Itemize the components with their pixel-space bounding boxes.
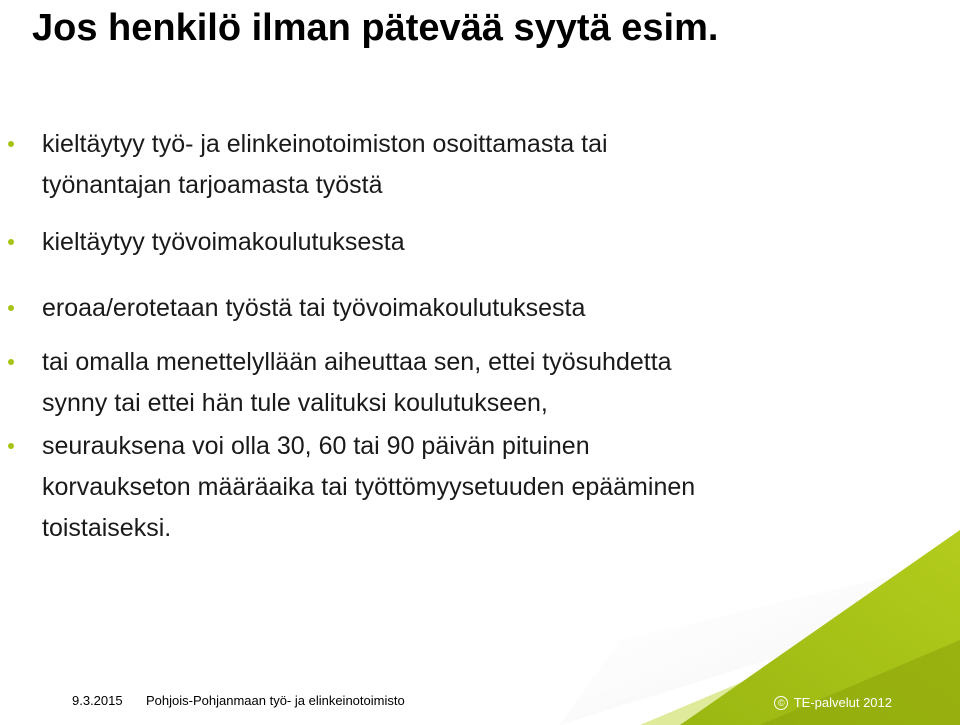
bullet-text-line: tai omalla menettelyllään aiheuttaa sen, ettei työsuhdetta (42, 348, 672, 376)
bullet-text-line: eroaa/erotetaan työstä tai työvoimakoulutuksesta (42, 294, 586, 322)
bullet-dot-icon (8, 141, 14, 147)
bullet-item (42, 124, 922, 206)
bullet-text-line: työnantajan tarjoamasta työstä (42, 171, 383, 199)
bullet-item (42, 288, 922, 329)
footer-copyright (774, 695, 892, 710)
bullet-text-line: korvaukseton määräaika tai työttömyysetuuden epääminen (42, 473, 696, 501)
bullet-text-line: toistaiseksi. (42, 514, 172, 542)
bullet-text-line: kieltäytyy työ- ja elinkeinotoimiston osoittamasta tai (42, 130, 608, 158)
copyright-text: TE-palvelut 2012 (793, 695, 892, 710)
bullet-dot-icon (8, 443, 14, 449)
bullet-text-line: kieltäytyy työvoimakoulutuksesta (42, 228, 405, 256)
bullet-item (42, 342, 922, 424)
bullet-dot-icon (8, 359, 14, 365)
bullet-text-line: seurauksena voi olla 30, 60 tai 90 päivän pituinen (42, 432, 590, 460)
bullet-item (42, 426, 922, 549)
bullet-text-line: synny tai ettei hän tule valituksi koulutukseen, (42, 389, 548, 417)
copyright-icon: © (774, 696, 788, 710)
bullet-item (42, 222, 922, 263)
bullet-dot-icon (8, 305, 14, 311)
footer-date: 9.3.2015 (72, 693, 123, 708)
footer-organization: Pohjois-Pohjanmaan työ- ja elinkeinotoimisto (146, 693, 405, 708)
slide-title: Jos henkilö ilman pätevää syytä esim. (32, 7, 719, 49)
bullet-dot-icon (8, 239, 14, 245)
